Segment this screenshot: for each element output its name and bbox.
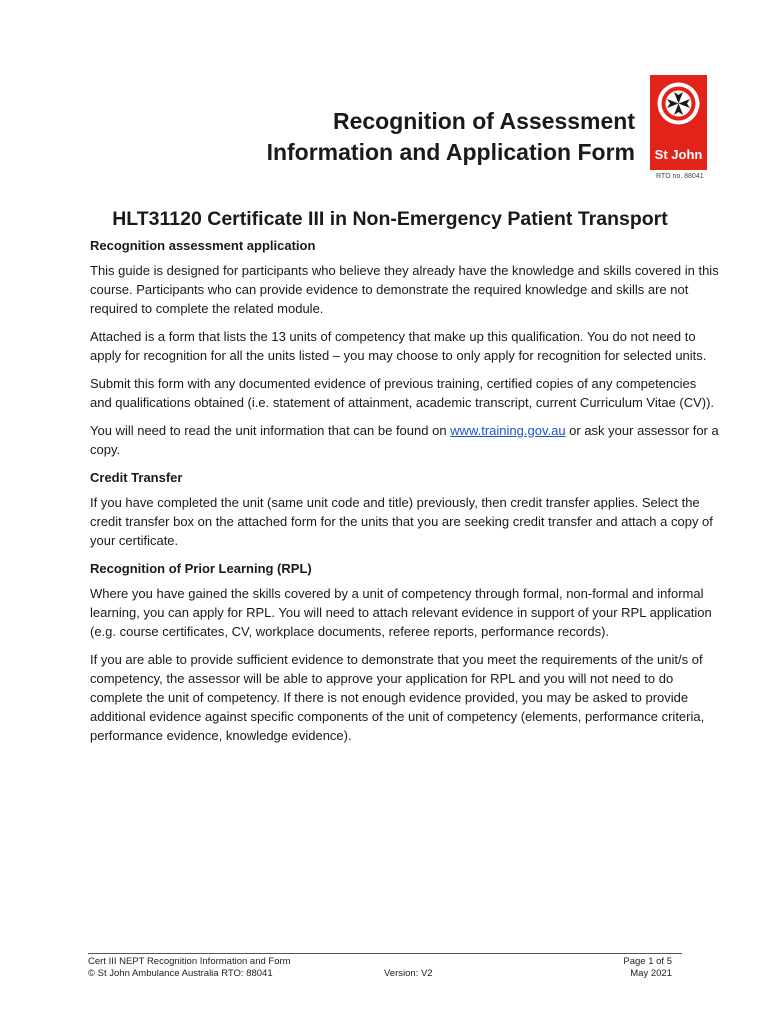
logo-text: St John <box>654 147 703 162</box>
footer-version: Version: V2 <box>384 968 433 979</box>
rto-number: RTO no. 88041 <box>656 173 704 180</box>
document-body <box>90 205 720 754</box>
paragraph-unit-info <box>90 421 720 459</box>
paragraph-credit-transfer: If you have completed the unit (same unit code and title) previously, then credit transfer applies. Select the credit transfer box on the attached form for the units that you are seeking credit transfer and attach a copy of your certificate. <box>90 495 713 548</box>
unit-info-text-end: or ask your assessor for a copy. <box>90 423 719 457</box>
footer-doc-name: Cert III NEPT Recognition Information and Form <box>88 956 291 967</box>
section-heading-recognition: Recognition assessment application <box>90 238 316 253</box>
section-heading-rpl: Recognition of Prior Learning (RPL) <box>90 561 312 576</box>
document-title <box>267 106 635 168</box>
paragraph-guide: This guide is designed for participants who believe they already have the knowledge and skills covered in this course. Participants who can provide evidence to demonstrate the required knowledge and skills are not required to complete the related module. <box>90 263 719 316</box>
footer-left <box>88 956 291 980</box>
footer-right <box>623 956 672 980</box>
unit-info-text-start: You will need to read the unit information that can be found on <box>90 423 451 438</box>
course-title: HLT31120 Certificate III in Non-Emergency Patient Transport <box>112 208 668 230</box>
maltese-cross-icon <box>656 81 701 126</box>
training-gov-link[interactable]: www.training.gov.au <box>450 423 566 438</box>
paragraph-rpl-1: Where you have gained the skills covered by a unit of competency through formal, non-formal and informal learning, you can apply for RPL. You will need to attach relevant evidence in support of your RPL application (e.g. course certificates, CV, workplace documents, referee reports, performance records). <box>90 586 712 639</box>
title-line-1: Recognition of Assessment <box>332 108 635 134</box>
footer-date: May 2021 <box>630 968 672 979</box>
section-heading-credit-transfer: Credit Transfer <box>90 470 183 485</box>
paragraph-units: Attached is a form that lists the 13 units of competency that make up this qualification. You do not need to apply for recognition for all the units listed – you may choose to only apply for recognition for selected units. <box>90 329 707 363</box>
paragraph-submit: Submit this form with any documented evidence of previous training, certified copies of any competencies and qualifications obtained (i.e. statement of attainment, academic transcript, current Curriculum Vitae (CV)). <box>90 376 715 410</box>
footer-copyright: © St John Ambulance Australia RTO: 88041 <box>88 968 273 979</box>
footer-divider <box>88 953 682 954</box>
st-john-logo <box>650 75 707 170</box>
title-line-2: Information and Application Form <box>266 139 635 165</box>
footer-page-number: Page 1 of 5 <box>623 956 672 967</box>
paragraph-rpl-2: If you are able to provide sufficient evidence to demonstrate that you meet the requirements of the unit/s of competency, the assessor will be able to approve your application for RPL and you will not need to do complete the unit of competency. If there is not enough evidence provided, you may be asked to provide additional evidence against specific components of the unit of competency (elements, performance criteria, performance evidence, knowledge evidence). <box>90 652 705 743</box>
